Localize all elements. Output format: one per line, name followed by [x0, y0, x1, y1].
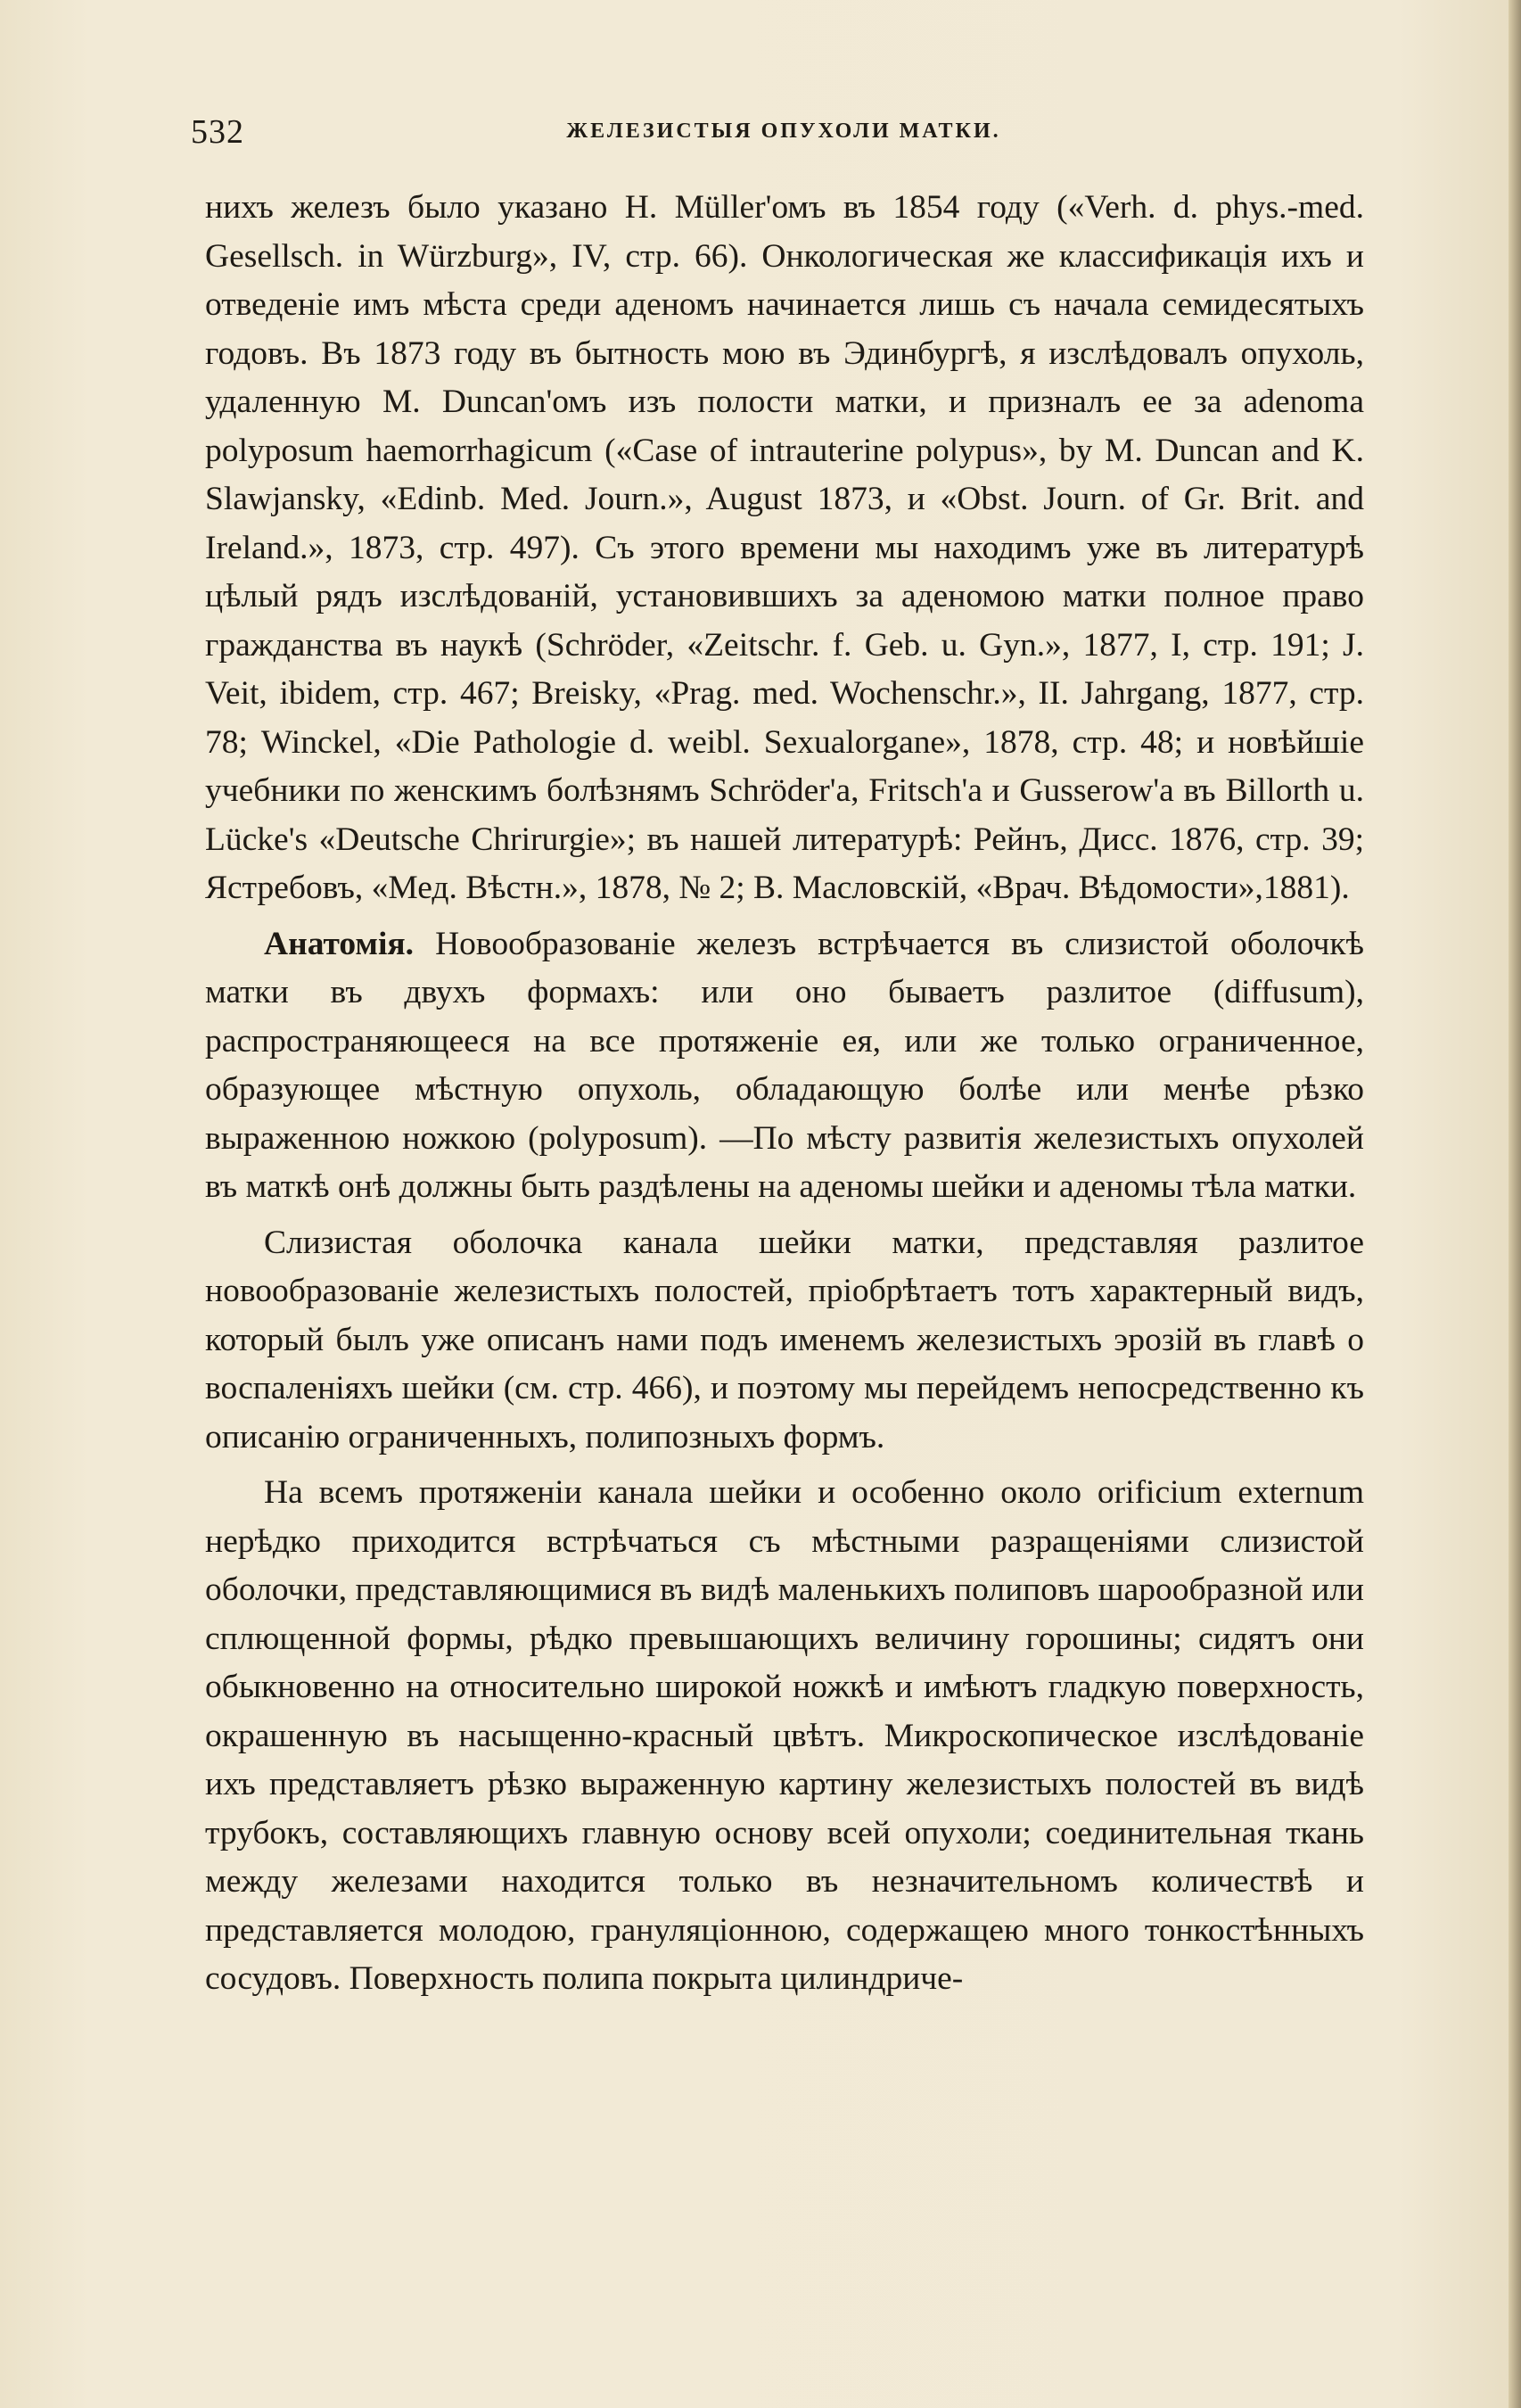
paragraph-2 [205, 920, 1364, 1212]
book-spine-edge [1509, 0, 1521, 2408]
paragraph-1: нихъ железъ было указано H. Müller'омъ въ 1854 году («Verh. d. phys.-med. Gesellsch. in Würzburg», IV, стр. 66). Онкологическая же классификація ихъ и отведеніе имъ мѣста среди аденомъ начинается лишь съ начала семидесятыхъ годовъ. Въ 1873 году въ бытность мою въ Эдинбургѣ, я изслѣдовалъ опухоль, удаленную M. Duncan'омъ изъ полости матки, и призналъ ее за adenoma polyposum haemorrhagicum («Case of intrauterine polypus», by M. Duncan and K. Slawjansky, «Edinb. Med. Journ.», August 1873, и «Obst. Journ. of Gr. Brit. and Ireland.», 1873, стр. 497). Съ этого времени мы находимъ уже въ литературѣ цѣлый рядъ изслѣдованій, установившихъ за аденомою матки полное право гражданства въ наукѣ (Schröder, «Zeitschr. f. Geb. u. Gyn.», 1877, I, стр. 191; J. Veit, ibidem, стр. 467; Breisky, «Prag. med. Wochenschr.», II. Jahrgang, 1877, стр. 78; Winckel, «Die Pathologie d. weibl. Sexualorgane», 1878, стр. 48; и новѣйшіе учебники по женскимъ болѣзнямъ Schröder'a, Fritsch'a и Gusserow'a въ Billorth u. Lücke's «Deutsche Chrirurgie»; въ нашей литературѣ: Рейнъ, Дисс. 1876, стр. 39; Ястребовъ, «Мед. Вѣстн.», 1878, № 2; В. Масловскій, «Врач. Вѣдомости»,1881). [205, 189, 1364, 906]
paragraph-4: На всемъ протяженіи канала шейки и особенно около orificium externum нерѣдко приходится встрѣчаться съ мѣстными разращеніями слизистой оболочки, представляющимися въ видѣ маленькихъ полиповъ шарообразной или сплющенной формы, рѣдко превышающихъ величину горошины; сидятъ они обыкновенно на относительно широкой ножкѣ и имѣютъ гладкую поверхность, окрашенную въ насыщенно-красный цвѣтъ. Микроскопическое изслѣдованіе ихъ представляетъ рѣзко выраженную картину железистыхъ полостей въ видѣ трубокъ, составляющихъ главную основу всей опухоли; соединительная ткань между железами находится только въ незначительномъ количествѣ и представляется молодою, грануляціонною, содержащею много тонкостѣнныхъ сосудовъ. Поверхность полипа покрыта цилиндриче- [205, 1474, 1364, 1997]
paragraph-2-text: Новообразованіе железъ встрѣчается въ слизистой оболочкѣ матки въ двухъ формахъ: или оно бываетъ разлитое (diffusum), распространяющееся на все протяженіе ея, или же только ограниченное, образующее мѣстную опухоль, обладающую болѣе или менѣе рѣзко выраженною ножкою (polyposum). —По мѣсту развитія железистыхъ опухолей въ маткѣ онѣ должны быть раздѣлены на аденомы шейки и аденомы тѣла матки. [205, 925, 1364, 1205]
page-body [205, 184, 1364, 2011]
paragraph-3: Слизистая оболочка канала шейки матки, представляя разлитое новообразованіе железистыхъ полостей, пріобрѣтаетъ тотъ характерный видъ, который былъ уже описанъ нами подъ именемъ железистыхъ эрозій въ главѣ о воспаленіяхъ шейки (см. стр. 466), и поэтому мы перейдемъ непосредственно къ описанію ограниченныхъ, полипозныхъ формъ. [205, 1224, 1364, 1456]
section-lead-anatomy: Анатомія. [264, 925, 415, 962]
running-title: ЖЕЛЕЗИСТЫЯ ОПУХОЛИ МАТКИ. [566, 120, 1001, 143]
page-header [191, 112, 1377, 159]
page-number: 532 [191, 113, 244, 151]
